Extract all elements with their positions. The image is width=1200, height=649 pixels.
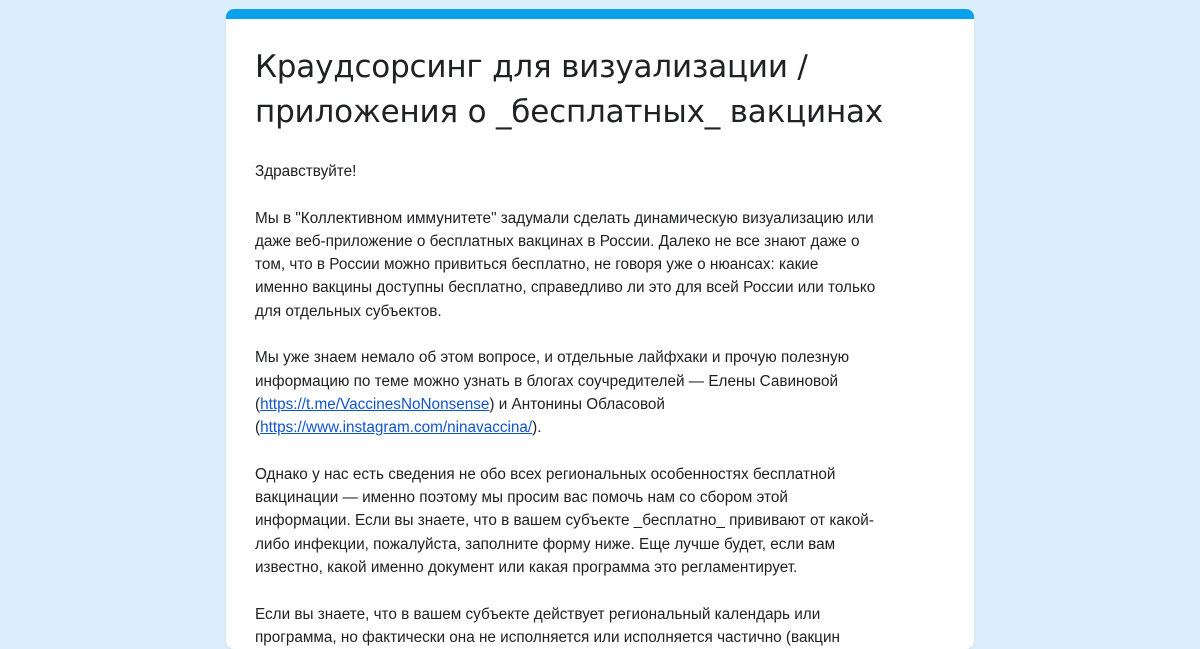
paragraph-text: ). — [532, 419, 542, 437]
form-description — [255, 160, 950, 649]
paragraph-line: именно вакцины доступны бесплатно, справедливо ли это для всей России или только — [255, 279, 876, 297]
paragraph-line: Мы в "Коллективном иммунитете" задумали сделать динамическую визуализацию или — [255, 209, 874, 227]
paragraph-line: информацию по теме можно узнать в блогах соучредителей — Елены Савиновой — [255, 372, 839, 390]
paragraph-request — [255, 463, 950, 579]
paragraph-line: известно, какой именно документ или какая программа это регламентирует. — [255, 559, 798, 577]
form-title-line: приложения о _бесплатных_ вакцинах — [255, 94, 883, 130]
form-title — [255, 45, 955, 135]
paragraph-line: том, что в России можно привиться бесплатно, не говоря уже о нюансах: какие — [255, 256, 819, 274]
paragraph-text: ( — [255, 395, 261, 413]
paragraph-line: для отдельных субъектов. — [255, 302, 442, 320]
paragraph-text: ) и Антонины Обласовой — [489, 395, 665, 413]
paragraph-line: даже веб-приложение о бесплатных вакцинах в России. Далеко не все знают даже о — [255, 232, 860, 250]
paragraph-line: вакцинации — именно поэтому мы просим вас помочь нам со сбором этой — [255, 489, 788, 507]
paragraph-line: Однако у нас есть сведения не обо всех региональных особенностях бесплатной — [255, 465, 836, 483]
form-title-line: Краудсорсинг для визуализации / — [255, 49, 808, 85]
form-header-card — [226, 9, 974, 649]
paragraph-calendar — [255, 603, 950, 649]
paragraph-line: Если вы знаете, что в вашем субъекте действует региональный календарь или — [255, 605, 821, 623]
greeting: Здравствуйте! — [255, 163, 357, 180]
paragraph-blogs — [255, 346, 950, 439]
paragraph-line: программа, но фактически она не исполняется или исполняется частично (вакцин — [255, 628, 840, 646]
instagram-link[interactable]: https://www.instagram.com/ninavaccina/ — [260, 419, 533, 437]
paragraph-text: ( — [255, 419, 261, 437]
paragraph-line: либо инфекции, пожалуйста, заполните форму ниже. Еще лучше будет, если вам — [255, 535, 836, 553]
paragraph-line: информации. Если вы знаете, что в вашем субъекте _бесплатно_ прививают от какой- — [255, 512, 874, 530]
telegram-link[interactable]: https://t.me/VaccinesNoNonsense — [260, 395, 490, 413]
paragraph-intro — [255, 207, 950, 323]
paragraph-line: Мы уже знаем немало об этом вопросе, и отдельные лайфхаки и прочую полезную — [255, 349, 850, 367]
